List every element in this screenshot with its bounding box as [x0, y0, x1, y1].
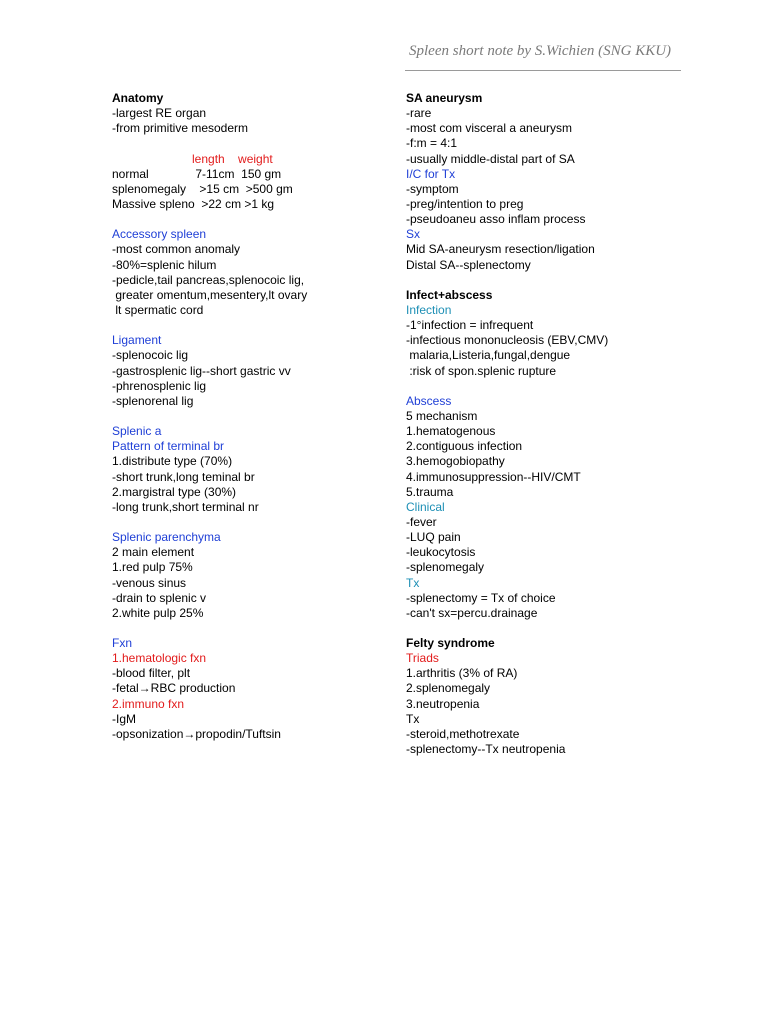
note-line: 5 mechanism — [406, 408, 478, 423]
note-line: -LUQ pain — [406, 530, 461, 545]
sub-heading: Clinical — [406, 499, 445, 514]
line-spacer — [112, 515, 392, 530]
note-line: 1.hematogenous — [406, 424, 496, 439]
note-line: 1.red pulp 75% — [112, 560, 193, 575]
note-line: 2 main element — [112, 545, 195, 560]
note-line: 2.white pulp 25% — [112, 605, 204, 620]
note-line: 2.contiguous infection — [406, 439, 523, 454]
note-line: splenomegaly >15 cm >500 gm — [112, 181, 293, 196]
note-line: -symptom — [406, 181, 459, 196]
note-line: -fetal→RBC production — [112, 681, 236, 696]
note-line: -opsonization→propodin/Tuftsin — [112, 726, 281, 741]
note-line: -pseudoaneu asso inflam process — [406, 212, 586, 227]
sub-heading: 2.immuno fxn — [112, 696, 185, 711]
line-spacer — [112, 212, 392, 227]
sub-heading: Pattern of terminal br — [112, 439, 225, 454]
sub-heading: Splenic parenchyma — [112, 530, 221, 545]
note-line: 4.immunosuppression--HIV/CMT — [406, 469, 581, 484]
note-line: -venous sinus — [112, 575, 187, 590]
note-line: -can't sx=percu.drainage — [406, 605, 538, 620]
note-line: -f:m = 4:1 — [406, 136, 458, 151]
section-heading: Anatomy — [112, 91, 164, 105]
sub-heading: Ligament — [112, 333, 162, 348]
note-line: -infectious mononucleosis (EBV,CMV) — [406, 333, 609, 348]
sub-heading: Abscess — [406, 393, 452, 408]
note-line: Tx — [406, 711, 420, 726]
note-line: 3.hemogobiopathy — [406, 454, 505, 469]
sub-heading: Fxn — [112, 636, 133, 651]
right-column — [406, 91, 726, 757]
note-line: -splenorenal lig — [112, 393, 194, 408]
note-line: Massive spleno >22 cm >1 kg — [112, 196, 275, 211]
sub-heading: Splenic a — [112, 424, 162, 439]
note-line: -phrenosplenic lig — [112, 378, 207, 393]
line-spacer — [406, 273, 726, 288]
sub-heading: Accessory spleen — [112, 227, 207, 242]
note-line: 1.distribute type (70%) — [112, 454, 233, 469]
line-spacer — [112, 409, 392, 424]
note-line: -splenocoic lig — [112, 348, 189, 363]
note-line: Distal SA--splenectomy — [406, 257, 531, 272]
note-line: 2.margistral type (30%) — [112, 484, 237, 499]
sub-heading: Triads — [406, 651, 439, 666]
note-line: 2.splenomegaly — [406, 681, 491, 696]
section-heading: Infect+abscess — [406, 287, 493, 302]
note-line: -splenectomy--Tx neutropenia — [406, 742, 566, 757]
note-line: -preg/intention to preg — [406, 196, 524, 211]
note-line: -1°infection = infrequent — [406, 318, 534, 333]
note-line: -IgM — [112, 711, 136, 726]
line-spacer — [406, 621, 726, 636]
note-line: -usually middle-distal part of SA — [406, 151, 575, 166]
line-spacer — [406, 379, 726, 394]
note-line: 1.arthritis (3% of RA) — [406, 666, 518, 681]
note-line: -gastrosplenic lig--short gastric vv — [112, 363, 291, 378]
note-line: -splenectomy = Tx of choice — [406, 590, 556, 605]
note-line: -from primitive mesoderm — [112, 121, 249, 136]
note-line: -most common anomaly — [112, 242, 241, 257]
sub-heading: Sx — [406, 227, 421, 242]
note-line: -pedicle,tail pancreas,splenocoic lig, — [112, 272, 305, 287]
note-line: greater omentum,mesentery,lt ovary — [112, 287, 308, 302]
note-line: 3.neutropenia — [406, 696, 480, 711]
note-line: -steroid,methotrexate — [406, 726, 520, 741]
sub-heading: Infection — [406, 302, 452, 317]
note-line: :risk of spon.splenic rupture — [406, 363, 557, 378]
note-line: -rare — [406, 106, 432, 121]
header-rule — [405, 70, 681, 71]
sub-heading: length weight — [112, 151, 273, 166]
note-line: -short trunk,long teminal br — [112, 469, 255, 484]
note-line: malaria,Listeria,fungal,dengue — [406, 348, 571, 363]
left-column — [112, 91, 392, 742]
note-line: -largest RE organ — [112, 106, 207, 121]
note-line: -blood filter, plt — [112, 666, 191, 681]
note-line: -most com visceral a aneurysm — [406, 121, 573, 136]
sub-heading: 1.hematologic fxn — [112, 651, 207, 666]
note-line: 5.trauma — [406, 484, 454, 499]
document-header-title: Spleen short note by S.Wichien (SNG KKU) — [409, 43, 672, 59]
line-spacer — [112, 621, 392, 636]
section-heading: Felty syndrome — [406, 636, 495, 651]
note-line: -splenomegaly — [406, 560, 485, 575]
line-spacer — [112, 136, 392, 151]
line-spacer — [112, 318, 392, 333]
note-line: lt spermatic cord — [112, 302, 204, 317]
section-heading: SA aneurysm — [406, 91, 483, 105]
note-line: normal 7-11cm 150 gm — [112, 166, 282, 181]
note-line: -leukocytosis — [406, 545, 476, 560]
note-line: -long trunk,short terminal nr — [112, 499, 259, 514]
sub-heading: Tx — [406, 575, 420, 590]
note-line: -fever — [406, 514, 437, 529]
note-line: -drain to splenic v — [112, 590, 207, 605]
note-line: Mid SA-aneurysm resection/ligation — [406, 242, 595, 257]
sub-heading: I/C for Tx — [406, 166, 456, 181]
note-line: -80%=splenic hilum — [112, 257, 217, 272]
